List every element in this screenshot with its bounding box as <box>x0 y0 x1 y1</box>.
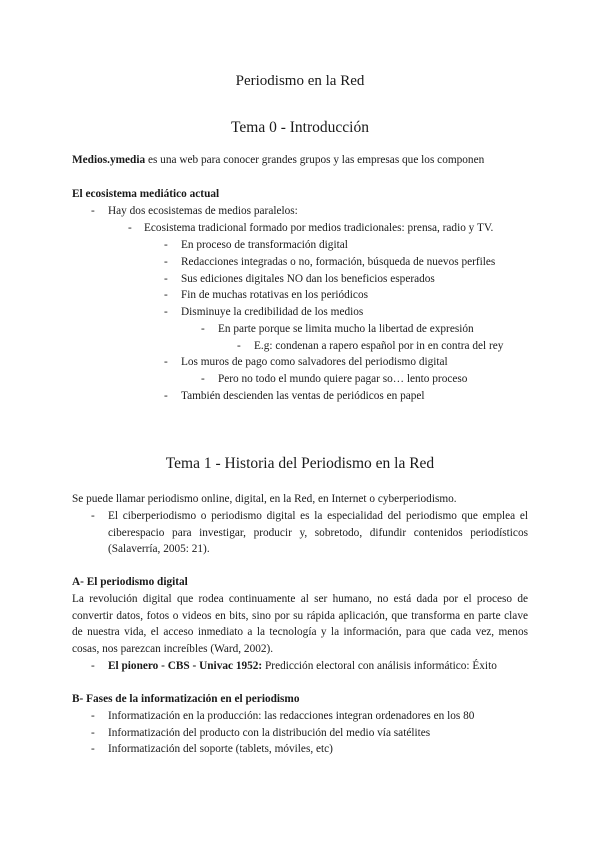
list-item: También descienden las ventas de periódicos en papel <box>181 390 425 402</box>
list-item: Informatización del producto con la distribución del medio vía satélites <box>108 727 431 739</box>
document-title: Periodismo en la Red <box>235 73 365 89</box>
tema0-heading: Tema 0 - Introducción <box>231 119 369 136</box>
list-item: Los muros de pago como salvadores del periodismo digital <box>181 356 448 368</box>
tema0-intro-text: es una web para conocer grandes grupos y las empresas que los componen <box>145 154 485 166</box>
univac-bullet-bold: El pionero - CBS - Univac 1952: <box>108 660 263 672</box>
tema1-intro: Se puede llamar periodismo online, digital, en la Red, en Internet o cyberperiodismo. <box>72 493 457 505</box>
list-item: En parte porque se limita mucho la libertad de expresión <box>218 323 474 335</box>
ecosistema-subheading: El ecosistema mediático actual <box>72 188 220 200</box>
tema0-intro <box>72 152 484 168</box>
ciberperiodismo-definition: El ciberperiodismo o periodismo digital es la especialidad del periodismo que emplea el ciberespacio para investigar, producir y, sobretodo, difundir contenidos periodísticos (Salaverría, 2005: 21). <box>108 510 528 555</box>
bullet-dash: - <box>91 727 95 739</box>
list-item: Informatización del soporte (tablets, móviles, etc) <box>108 743 333 755</box>
bullet-dash: - <box>164 306 168 318</box>
bullet-dash: - <box>91 205 95 217</box>
bullet-dash: - <box>237 340 241 352</box>
bullet-dash: - <box>164 289 168 301</box>
list-item: Hay dos ecosistemas de medios paralelos: <box>108 205 298 217</box>
medios-ymedia-name: Medios.ymedia <box>72 154 146 166</box>
section-b-heading: B- Fases de la informatización en el periodismo <box>72 693 300 705</box>
bullet-dash: - <box>201 323 205 335</box>
section-a-paragraph: La revolución digital que rodea continuamente al ser humano, no está dada por el proceso de convertir datos, fotos o videos en bits, sino por su rápida aplicación, que transforma en parte clave de nuestra vida, el acceso inmediato a la tecnología y la información, para que cada vez, menos cosas, nos parezcan increíbles (Ward, 2002). <box>72 593 528 655</box>
tema1-heading: Tema 1 - Historia del Periodismo en la Red <box>165 455 435 472</box>
bullet-dash: - <box>164 273 168 285</box>
list-item: Fin de muchas rotativas en los periódicos <box>181 289 368 301</box>
list-item: Redacciones integradas o no, formación, búsqueda de nuevos perfiles <box>181 256 496 268</box>
bullet-dash: - <box>164 256 168 268</box>
bullet-dash: - <box>91 660 95 672</box>
bullet-dash: - <box>164 239 168 251</box>
bullet-dash: - <box>91 510 95 522</box>
list-item: Disminuye la credibilidad de los medios <box>181 306 364 318</box>
bullet-dash: - <box>164 356 168 368</box>
list-item: Ecosistema tradicional formado por medios tradicionales: prensa, radio y TV. <box>144 222 494 234</box>
univac-bullet-text: Predicción electoral con análisis informático: Éxito <box>262 660 497 672</box>
bullet-dash: - <box>128 222 132 234</box>
bullet-dash: - <box>91 710 95 722</box>
univac-bullet <box>108 658 497 674</box>
section-a-heading: A- El periodismo digital <box>72 576 188 588</box>
list-item: En proceso de transformación digital <box>181 239 348 251</box>
bullet-dash: - <box>201 373 205 385</box>
list-item: E.g: condenan a rapero español por in en contra del rey <box>254 340 504 352</box>
bullet-dash: - <box>91 743 95 755</box>
list-item: Sus ediciones digitales NO dan los beneficios esperados <box>181 273 435 285</box>
bullet-dash: - <box>164 390 168 402</box>
list-item: Informatización en la producción: las redacciones integran ordenadores en los 80 <box>108 710 475 722</box>
list-item: Pero no todo el mundo quiere pagar so… lento proceso <box>218 373 468 385</box>
